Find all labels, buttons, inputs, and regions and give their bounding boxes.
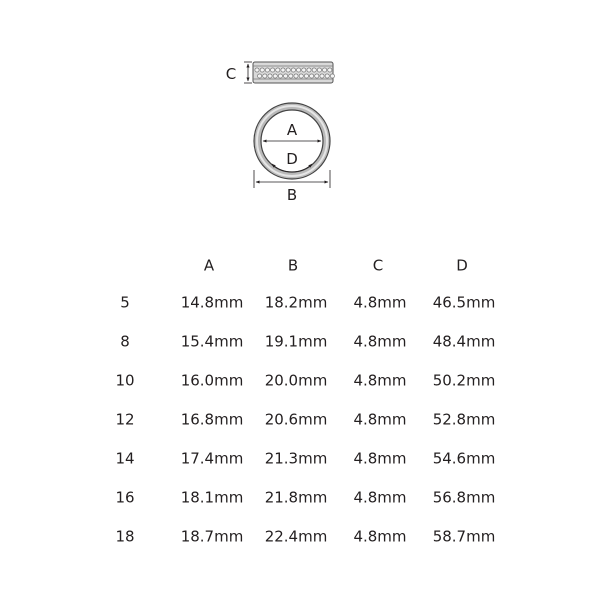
label-b: B [286, 186, 298, 204]
cell-c: 4.8mm [353, 410, 407, 429]
header-d: D [456, 256, 468, 275]
size-cell: 5 [120, 293, 130, 312]
header-b: B [287, 256, 299, 275]
cell-c: 4.8mm [353, 488, 407, 507]
cell-c: 4.8mm [353, 332, 407, 351]
cell-d: 46.5mm [432, 293, 496, 312]
size-cell: 12 [115, 410, 135, 429]
label-a: A [286, 121, 298, 139]
cell-d: 56.8mm [432, 488, 496, 507]
cell-c: 4.8mm [353, 293, 407, 312]
cell-b: 22.4mm [264, 527, 328, 546]
cell-a: 16.8mm [180, 410, 244, 429]
cell-b: 20.0mm [264, 371, 328, 390]
size-cell: 10 [115, 371, 135, 390]
size-cell: 8 [120, 332, 130, 351]
cell-b: 21.3mm [264, 449, 328, 468]
cell-a: 18.7mm [180, 527, 244, 546]
cell-a: 14.8mm [180, 293, 244, 312]
size-cell: 16 [115, 488, 135, 507]
label-c: C [225, 65, 237, 83]
cell-a: 15.4mm [180, 332, 244, 351]
size-cell: 14 [115, 449, 135, 468]
header-a: A [203, 256, 215, 275]
cell-d: 50.2mm [432, 371, 496, 390]
cell-c: 4.8mm [353, 527, 407, 546]
cell-d: 52.8mm [432, 410, 496, 429]
cell-a: 16.0mm [180, 371, 244, 390]
cell-d: 48.4mm [432, 332, 496, 351]
cell-b: 18.2mm [264, 293, 328, 312]
cell-b: 19.1mm [264, 332, 328, 351]
size-cell: 18 [115, 527, 135, 546]
cell-b: 21.8mm [264, 488, 328, 507]
cell-d: 58.7mm [432, 527, 496, 546]
cell-b: 20.6mm [264, 410, 328, 429]
cell-c: 4.8mm [353, 371, 407, 390]
cell-d: 54.6mm [432, 449, 496, 468]
label-d: D [286, 150, 298, 168]
header-c: C [372, 256, 384, 275]
cell-a: 17.4mm [180, 449, 244, 468]
cell-c: 4.8mm [353, 449, 407, 468]
cell-a: 18.1mm [180, 488, 244, 507]
